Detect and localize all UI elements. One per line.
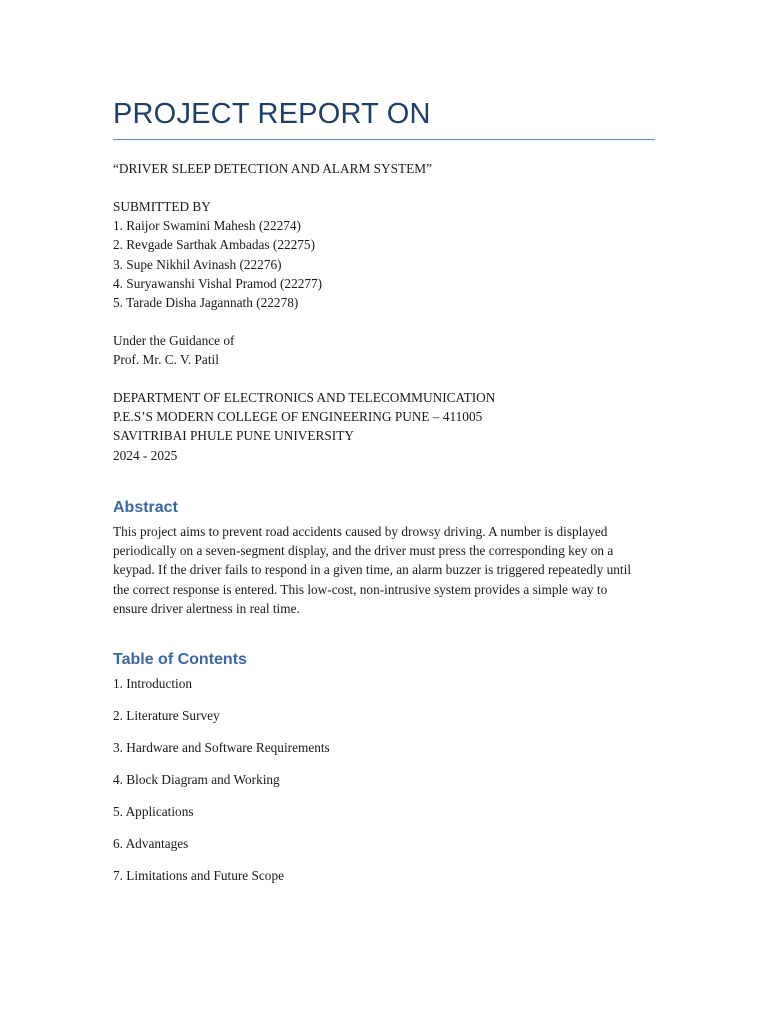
guidance-label: Under the Guidance of — [113, 333, 235, 348]
member-item: 1. Raijor Swamini Mahesh (22274) — [113, 218, 301, 234]
institution-block — [113, 388, 655, 465]
project-name: “DRIVER SLEEP DETECTION AND ALARM SYSTEM” — [113, 161, 432, 176]
toc-item: 6. Advantages — [113, 836, 189, 851]
toc-item: 2. Literature Survey — [113, 708, 220, 723]
toc-list — [113, 674, 330, 898]
member-item: 2. Revgade Sarthak Ambadas (22275) — [113, 237, 315, 253]
guide-name: Prof. Mr. C. V. Patil — [113, 352, 219, 368]
toc-item: 3. Hardware and Software Requirements — [113, 740, 330, 755]
submitted-by-block — [113, 197, 655, 312]
university: SAVITRIBAI PHULE PUNE UNIVERSITY — [113, 428, 354, 444]
academic-year: 2024 - 2025 — [113, 447, 178, 463]
toc-item: 4. Block Diagram and Working — [113, 772, 280, 787]
title-underline — [113, 139, 655, 140]
member-item: 5. Tarade Disha Jagannath (22278) — [113, 295, 299, 311]
toc-item: 1. Introduction — [113, 676, 193, 691]
abstract-text: This project aims to prevent road accidents caused by drowsy driving. A number is displayed periodically on a seven-segment display, and the driver must press the corresponding key on a keypad. If the driver fails to respond in a given time, an alarm buzzer is triggered repeatedly until the correct response is entered. This low-cost, non-intrusive system provides a simple way to ensure driver alertness in real time. — [113, 524, 632, 616]
project-name-block — [113, 159, 655, 178]
guidance-block — [113, 331, 655, 369]
page-title: PROJECT REPORT ON — [113, 98, 431, 130]
member-item: 3. Supe Nikhil Avinash (22276) — [113, 256, 282, 272]
toc-heading: Table of Contents — [113, 651, 247, 668]
abstract-heading: Abstract — [113, 499, 178, 516]
college: P.E.S’S MODERN COLLEGE OF ENGINEERING PUNE – 411005 — [113, 409, 483, 425]
submitted-by-label: SUBMITTED BY — [113, 199, 211, 214]
toc-item: 7. Limitations and Future Scope — [113, 868, 284, 883]
toc-item: 5. Applications — [113, 804, 194, 819]
member-item: 4. Suryawanshi Vishal Pramod (22277) — [113, 275, 323, 291]
department: DEPARTMENT OF ELECTRONICS AND TELECOMMUNICATION — [113, 390, 496, 405]
